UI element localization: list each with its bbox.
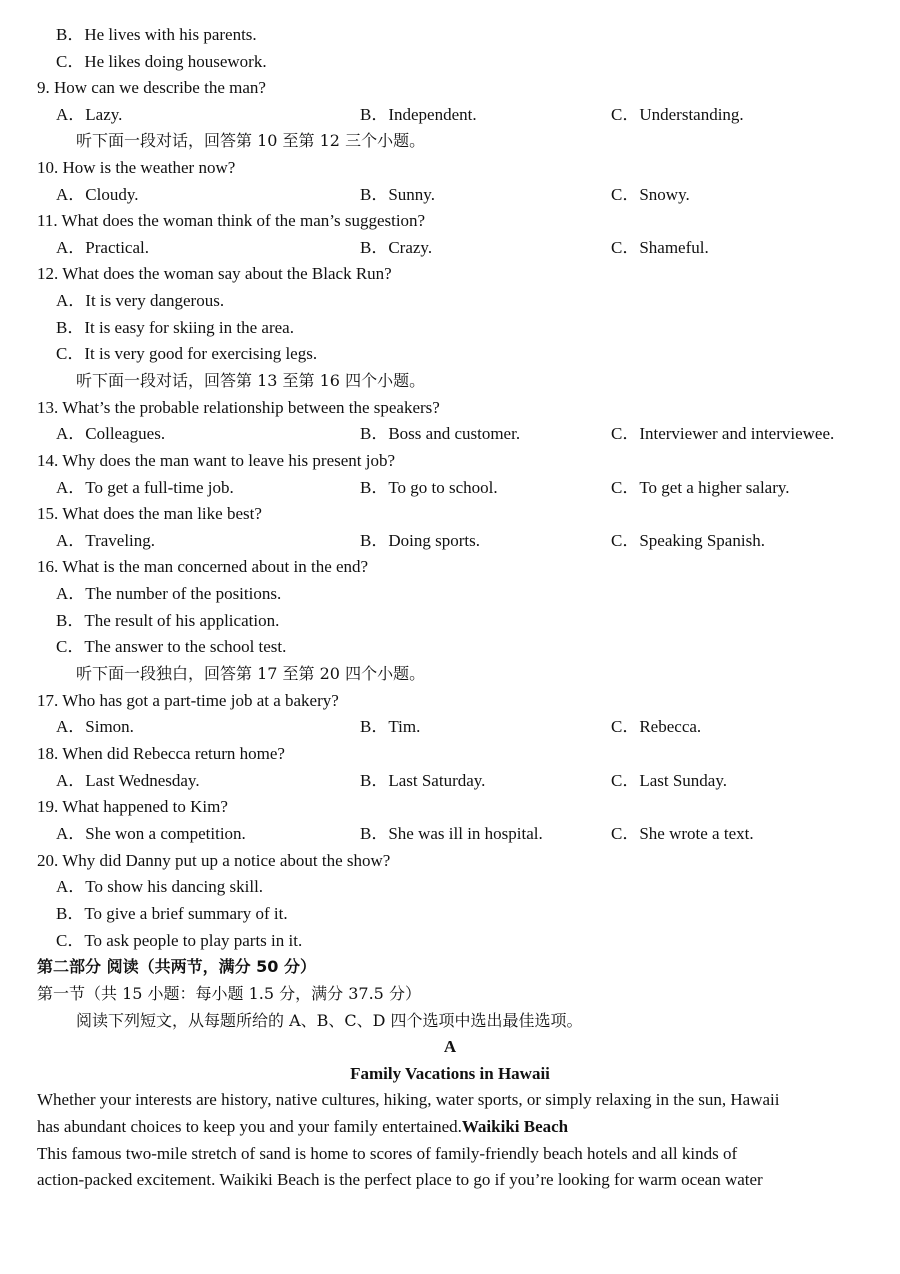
q10-option-b: B．Sunny. <box>360 185 435 204</box>
passage-letter: A <box>443 1037 457 1056</box>
q13-option-a: A．Colleagues. <box>56 424 166 443</box>
q16-stem: 16. What is the man concerned about in the end? <box>37 557 369 576</box>
q13-option-c: C．Interviewer and interviewee. <box>611 424 835 443</box>
q18-option-a: A．Last Wednesday. <box>56 771 200 790</box>
q10-stem: 10. How is the weather now? <box>37 158 236 177</box>
q10-option-c: C．Snowy. <box>611 185 690 204</box>
q18-option-b: B．Last Saturday. <box>360 771 486 790</box>
instruction-10-12: 听下面一段对话，回答第 10 至第 12 三个小题。 <box>76 131 426 150</box>
q14-option-c: C．To get a higher salary. <box>611 478 790 497</box>
instruction-13-16: 听下面一段对话，回答第 13 至第 16 四个小题。 <box>76 371 426 390</box>
passage-title: Family Vacations in Hawaii <box>350 1064 550 1083</box>
q11-option-b: B．Crazy. <box>360 238 433 257</box>
subheading-waikiki-beach: Waikiki Beach <box>461 1117 569 1136</box>
q17-option-b: B．Tim. <box>360 717 421 736</box>
q17-option-c: C．Rebecca. <box>611 717 702 736</box>
reading-instruction: 阅读下列短文，从每题所给的 A、B、C、D 四个选项中选出最佳选项。 <box>76 1011 583 1030</box>
q19-stem: 19. What happened to Kim? <box>37 797 228 816</box>
q17-option-a: A．Simon. <box>56 717 134 736</box>
q20-option-b: B．To give a brief summary of it. <box>56 904 288 923</box>
q10-option-a: A．Cloudy. <box>56 185 139 204</box>
q18-option-c: C．Last Sunday. <box>611 771 728 790</box>
q20-option-c: C．To ask people to play parts in it. <box>56 931 303 950</box>
q13-option-b: B．Boss and customer. <box>360 424 521 443</box>
q9-option-a: A．Lazy. <box>56 105 123 124</box>
q12-option-a: A．It is very dangerous. <box>56 291 225 310</box>
part-two-heading: 第二部分 阅读（共两节，满分 50 分） <box>37 957 316 976</box>
q8-option-c: C．He likes doing housework. <box>56 52 267 71</box>
paragraph-line: action-packed excitement. Waikiki Beach is the perfect place to go if you’re looking for warm ocean water <box>37 1170 763 1189</box>
q15-option-a: A．Traveling. <box>56 531 156 550</box>
q11-option-a: A．Practical. <box>56 238 149 257</box>
paragraph-text: has abundant choices to keep you and your family entertained. <box>37 1117 462 1136</box>
q15-stem: 15. What does the man like best? <box>37 504 262 523</box>
q12-option-b: B．It is easy for skiing in the area. <box>56 318 294 337</box>
q20-stem: 20. Why did Danny put up a notice about the show? <box>37 851 391 870</box>
q14-option-b: B．To go to school. <box>360 478 498 497</box>
paragraph-line: This famous two-mile stretch of sand is home to scores of family-friendly beach hotels and all kinds of <box>37 1144 738 1163</box>
q11-stem: 11. What does the woman think of the man’s suggestion? <box>37 211 426 230</box>
q19-option-a: A．She won a competition. <box>56 824 246 843</box>
q12-option-c: C．It is very good for exercising legs. <box>56 344 318 363</box>
paragraph-line <box>37 1116 568 1138</box>
q14-stem: 14. Why does the man want to leave his present job? <box>37 451 396 470</box>
q9-option-b: B．Independent. <box>360 105 477 124</box>
instruction-17-20: 听下面一段独白，回答第 17 至第 20 四个小题。 <box>76 664 426 683</box>
q16-option-b: B．The result of his application. <box>56 611 280 630</box>
q11-option-c: C．Shameful. <box>611 238 709 257</box>
q19-option-b: B．She was ill in hospital. <box>360 824 543 843</box>
section-one-heading: 第一节（共 15 小题：每小题 1.5 分，满分 37.5 分） <box>37 984 421 1003</box>
paragraph-line: Whether your interests are history, native cultures, hiking, water sports, or simply relaxing in the sun, Hawaii <box>37 1090 780 1109</box>
q20-option-a: A．To show his dancing skill. <box>56 877 264 896</box>
q9-stem: 9. How can we describe the man? <box>37 78 266 97</box>
q15-option-b: B．Doing sports. <box>360 531 480 550</box>
q8-option-b: B．He lives with his parents. <box>56 25 257 44</box>
q16-option-c: C．The answer to the school test. <box>56 637 287 656</box>
q19-option-c: C．She wrote a text. <box>611 824 754 843</box>
q15-option-c: C．Speaking Spanish. <box>611 531 765 550</box>
q14-option-a: A．To get a full-time job. <box>56 478 234 497</box>
q17-stem: 17. Who has got a part-time job at a bakery? <box>37 691 339 710</box>
q12-stem: 12. What does the woman say about the Black Run? <box>37 264 392 283</box>
q9-option-c: C．Understanding. <box>611 105 744 124</box>
q18-stem: 18. When did Rebecca return home? <box>37 744 285 763</box>
q16-option-a: A．The number of the positions. <box>56 584 282 603</box>
q13-stem: 13. What’s the probable relationship between the speakers? <box>37 398 440 417</box>
